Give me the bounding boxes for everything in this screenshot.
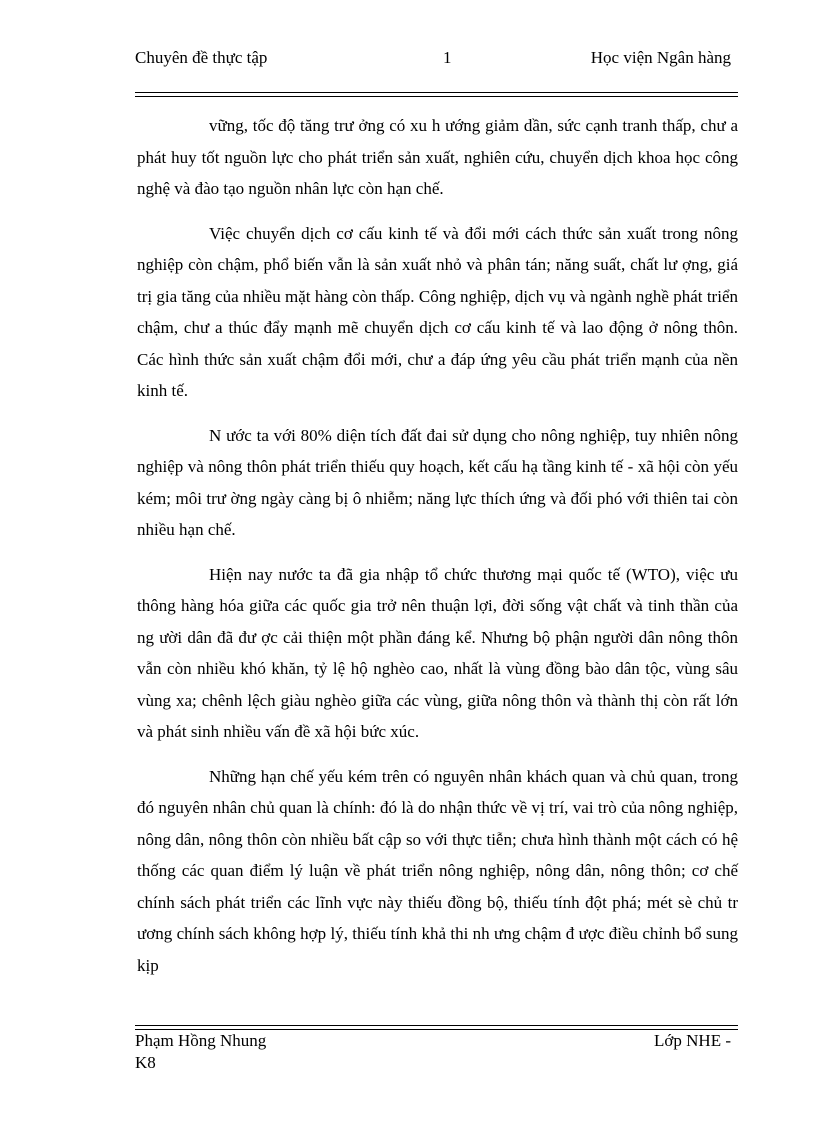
footer-rule-top [135, 1025, 738, 1026]
header-document-title: Chuyên đề thực tập [135, 48, 268, 67]
footer-author: Phạm Hồng Nhung [135, 1031, 267, 1050]
footer-class-continuation: K8 [135, 1053, 156, 1072]
header-rule-top [135, 92, 738, 93]
page-header [135, 48, 731, 74]
header-institution: Học viện Ngân hàng [590, 48, 731, 67]
header-page-number: 1 [443, 48, 452, 67]
paragraph-3: N ước ta với 80% diện tích đất đai sử dụng cho nông nghiệp, tuy nhiên nông nghiệp và nông thôn phát triển thiếu quy hoạch, kết cấu hạ tầng kinh tế - xã hội còn yếu kém; môi trư ờng ngày càng bị ô nhiễm; năng lực thích ứng và đối phó với thiên tai còn nhiều hạn chế. [137, 425, 738, 539]
paragraph-1: vững, tốc độ tăng trư ởng có xu h ướng giảm dần, sức cạnh tranh thấp, chư a phát huy tốt nguồn lực cho phát triển sản xuất, nghiên cứu, chuyển dịch khoa học công nghệ và đào tạo nguồn nhân lực còn hạn chế. [137, 116, 738, 198]
paragraph-2: Việc chuyển dịch cơ cấu kinh tế và đổi mới cách thức sản xuất trong nông nghiệp còn chậm, phổ biến vẫn là sản xuất nhỏ và phân tán; năng suất, chất lư ợng, giá trị gia tăng của nhiều mặt hàng còn thấp. Công nghiệp, dịch vụ và ngành nghề phát triển chậm, chư a thúc đẩy mạnh mẽ chuyển dịch cơ cấu kinh tế và lao động ở nông thôn. Các hình thức sản xuất chậm đổi mới, chư a đáp ứng yêu cầu phát triển mạnh của nền kinh tế. [137, 223, 738, 400]
paragraph-5: Những hạn chế yếu kém trên có nguyên nhân khách quan và chủ quan, trong đó nguyên nhân chủ quan là chính: đó là do nhận thức về vị trí, vai trò của nông nghiệp, nông dân, nông thôn còn nhiều bất cập so với thực tiễn; chưa hình thành một cách có hệ thống các quan điểm lý luận về phát triển nông nghiệp, nông dân, nông thôn; cơ chế chính sách phát triển các lĩnh vực này thiếu đồng bộ, thiếu tính đột phá; mét sè chủ tr ương chính sách không hợp lý, thiếu tính khả thi nh ưng chậm đ ược điều chỉnh bổ sung kịp [137, 766, 738, 975]
body-text [137, 110, 738, 994]
paragraph-4: Hiện nay nước ta đã gia nhập tổ chức thương mại quốc tế (WTO), việc ưu thông hàng hóa giữa các quốc gia trở nên thuận lợi, đời sống vật chất và tinh thần của ng ười dân đã đư ợc cải thiện một phần đáng kể. Nhưng bộ phận người dân nông thôn vẫn còn nhiều khó khăn, tỷ lệ hộ nghèo cao, nhất là vùng đồng bào dân tộc, vùng sâu vùng xa; chênh lệch giàu nghèo giữa các vùng, giữa nông thôn và thành thị còn rất lớn và phát sinh nhiều vấn đề xã hội bức xúc. [137, 564, 738, 741]
footer-class: Lớp NHE - [654, 1031, 731, 1050]
header-rule-bottom [135, 96, 738, 97]
